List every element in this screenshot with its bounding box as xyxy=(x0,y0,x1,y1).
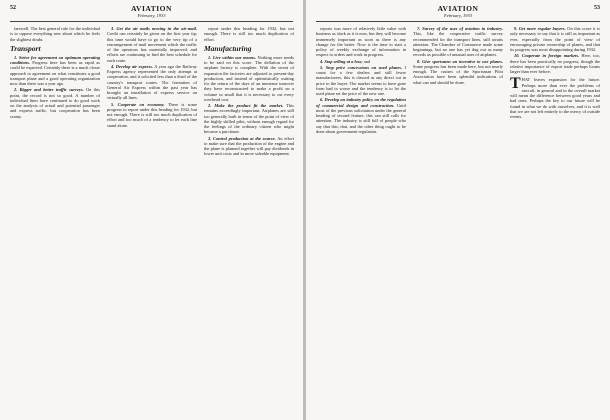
text-column-2 xyxy=(107,26,197,129)
running-header xyxy=(306,3,610,23)
section-heading-manufacturing: Manufacturing xyxy=(204,43,252,53)
paragraph: 9. Get more regular buyers. On this score it is only necessary to say that it is still as important as ever, especially from the point of view of encouraging private ownership of planes, and that its progress was most disappointing during 1932. xyxy=(510,26,600,52)
item-lead: 9. Get more regular buyers. xyxy=(514,26,566,31)
text-column-2 xyxy=(413,26,503,86)
paragraph: 3. Get the air mails moving in the air-mail. Credit can certainly be given on the first year tip; this time would have to go to the very tip of a rearrangement of mail movement which the traffic of the operators has materially improved, and efforts are continuing to find the best schedule for each route. xyxy=(107,26,197,63)
item-lead: 8. Give sportsmen an incentive to use planes. xyxy=(417,58,503,64)
header-rule xyxy=(316,21,600,22)
paragraph: farewell. The best general rule for the individual is to oppose everything new about which he feels the slightest doubt. xyxy=(10,26,100,42)
closing-paragraph: THAT leaves expansion for the future. Perhaps more than ever the problems of aircraft, in general and in the overall market will mean the difference between good years and bad ones. Perhaps the key to our future will be found in what we do with ourselves, and it is well that we are not left entirely to the mercy of outside events. xyxy=(510,75,600,119)
paragraph: reports was more of relatively little value with business as slack as it is now, but they will become immensely important as soon as there is any change for the better. Now is the time to start a policy of weekly exchange of information in respect to orders and work in progress. xyxy=(316,26,406,58)
text-column-1 xyxy=(316,26,406,135)
paragraph: 4. Develop air express. A year ago the Railway Express agency represented the only attempt at cooperation, and it solicited less than a third of the country's transport routes. The formation of General Air Express within the past year has brought an installation of express service on virtually all lines. xyxy=(107,63,197,101)
item-lead: 2. Bigger and better traffic surveys. xyxy=(14,87,84,93)
paragraph: 4. Stop selling at a loss; and xyxy=(320,58,371,64)
page-number: 52 xyxy=(10,5,16,11)
item-lead: 1. Strive for agreement on optimum operating conditions. xyxy=(10,54,100,65)
text-column-3 xyxy=(510,26,600,120)
paragraph: 3. Control production at the source. An effort to make sure that the production of the engine and the plane is planned together will pay dividends in lower unit costs and in more saleable equipment. xyxy=(204,135,294,157)
issue-date: February, 1933 xyxy=(444,13,472,18)
page-number: 53 xyxy=(594,5,600,11)
paragraph: 2. Bigger and better traffic surveys. On this point, the record is not so good. A number of individual lines have continued to do good work on the analysis of actual and potential passenger and express traffic, but cooperation has been scanty. xyxy=(10,87,100,119)
left-page xyxy=(0,0,303,420)
paragraph: 1. Strive for agreement on optimum operating conditions. Progress here has been as rapid as could be expected. Certainly there is a much closer approach to agreement on what constitutes a good transport plane and a good operating organization now than there was a year ago. xyxy=(10,54,100,86)
paragraph: 2. Make the product fit the market. This remains exceedingly important. Airplanes are still too generally built in terms of the point of view of the highly skilled pilot, without enough regard for the feelings of the ordinary citizen who might become a purchaser. xyxy=(204,103,294,135)
item-lead: 1. Live within our means. xyxy=(208,54,256,60)
right-page xyxy=(306,0,610,420)
paragraph: report under this heading for 1932, but not enough. There is still too much duplication of effort. xyxy=(204,26,294,42)
header-rule xyxy=(10,21,293,22)
item-lead: 3. Control production at the source. xyxy=(208,135,276,141)
paragraph: 5. Stop price concessions on used planes. I count for a few dealers and still fewer manufacturers, this is classed as any direct cut in price to the buyer. The market seems to have gone from bad to worse and the tendency is to let the used plane set the price of the new one. xyxy=(316,64,406,96)
item-lead: 2. Make the product fit the market. xyxy=(208,103,284,108)
paragraph: 7. Survey of the uses of aviation in industry. This, like the cooperative traffic survey recommended for the transport lines, still awaits attention. The Chamber of Commerce made some beginnings, but no one has yet dug out as many records as possible of unusual uses of airplanes. xyxy=(413,26,503,58)
paragraph: 8. Give sportsmen an incentive to use planes. Some progress has been made here, but not nearly enough. The cruises of the Sportsman Pilot Association have been splendid indications of what can and should be done. xyxy=(413,58,503,85)
text-column-3 xyxy=(204,26,294,158)
item-lead: 3. Get the air mails moving in the air-mail. xyxy=(111,26,197,31)
masthead: AVIATION xyxy=(131,4,172,13)
text-column-1 xyxy=(10,26,100,120)
item-lead: 5. Stop price concessions on used planes. xyxy=(320,64,403,70)
item-lead: 4. Develop air express. xyxy=(111,63,153,69)
paragraph: 10. Cooperate in foreign markets. Here, too, there has been practically no progress, though the relative importance of export trade perhaps looms larger than ever before. xyxy=(510,53,600,74)
paragraph: 6. Develop an industry policy on the regulation of commercial design and construction. Until most of the previous solicitation under the general heading of second feature, this can still calls for attention. The industry is still full of people who say that this, that, and the other thing ought to be done about government regulation. xyxy=(316,97,406,134)
item-lead: 5. Cooperate on economy. xyxy=(111,101,165,107)
section-heading-transport: Transport xyxy=(10,43,41,53)
paragraph: 1. Live within our means. Nothing more needs to be said on this score. The deflation of the airplane factory is complete. With the sweat of expansion the factories are adjusted to present-day production, and instead of optimistically waiting for the return of the days of an immense turnover they have reconstructed to make a profit on a volume so small that it is necessary to cut every overhead cost. xyxy=(204,54,294,102)
masthead: AVIATION xyxy=(437,4,479,13)
drop-cap: T xyxy=(510,75,521,93)
paragraph: 5. Cooperate on economy. There is some progress to report under this heading for 1932, but not enough. There is still too much duplication of effort and too much of a tendency to let each line stand alone. xyxy=(107,101,197,128)
item-lead: 6. Develop an industry policy on the regulation of commercial design and construction. xyxy=(316,97,406,108)
item-lead: 7. Survey of the uses of aviation in industry. xyxy=(417,26,503,31)
issue-date: February, 1933 xyxy=(137,13,166,18)
running-header xyxy=(0,3,303,23)
item-lead: 4. Stop selling at a loss; xyxy=(320,58,363,64)
item-lead: 10. Cooperate in foreign markets. xyxy=(514,53,580,59)
